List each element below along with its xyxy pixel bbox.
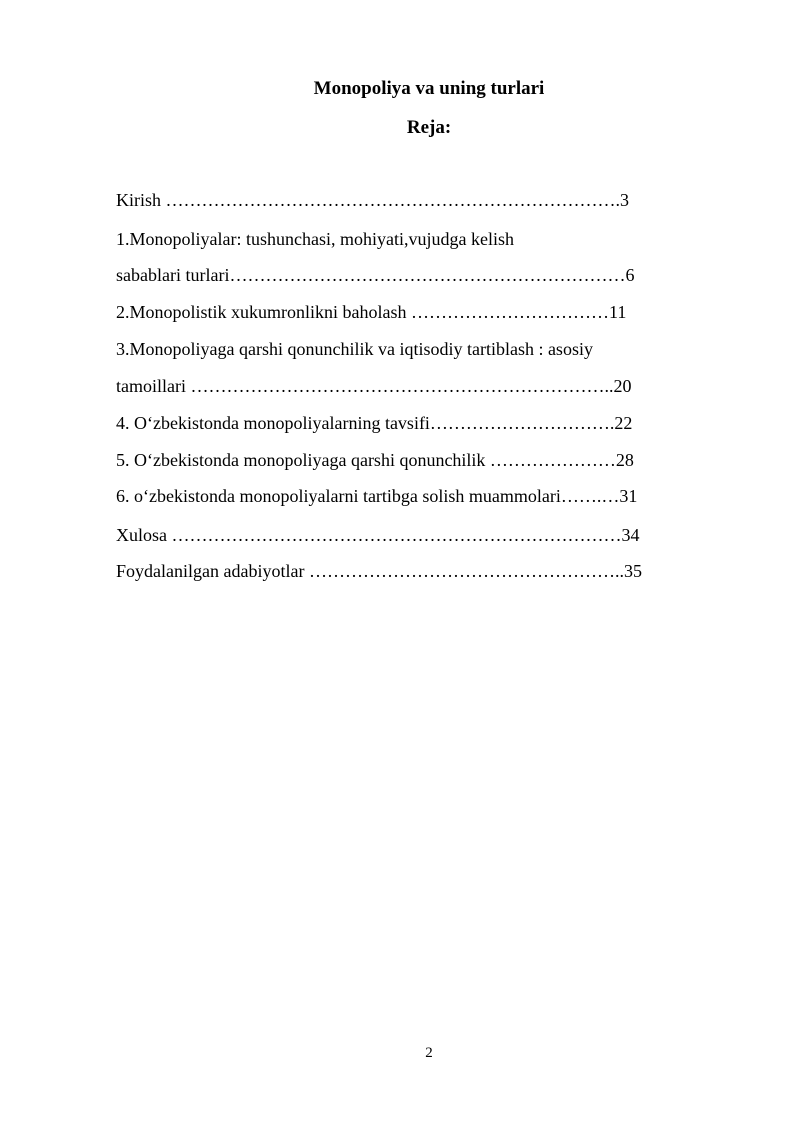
plan-heading: Reja: [406,117,452,138]
toc-line: 4. O‘zbekistonda monopoliyalarning tavsifi………………………….22 [116,413,633,433]
toc-line: sabablari turlari…………………………………………………………6 [116,265,635,285]
toc-line: 3.Monopoliyaga qarshi qonunchilik va iqtisodiy tartiblash : asosiy [116,339,593,359]
document-title: Monopoliya va uning turlari [313,78,545,99]
toc-line: 6. o‘zbekistonda monopoliyalarni tartibga solish muammolari…….…31 [116,486,638,506]
toc-line: Kirish ………………………………………………………………….3 [116,190,629,210]
toc-line: tamoillari ……………………………………………………………..20 [116,376,632,396]
toc-line: 5. O‘zbekistonda monopoliyaga qarshi qonunchilik …………………28 [116,450,634,470]
toc-line: 2.Monopolistik xukumronlikni baholash ……………………………11 [116,302,627,322]
toc-line: Foydalanilgan adabiyotlar ……………………………………………..35 [116,561,642,581]
toc-line: Xulosa …………………………………………………………………34 [116,525,640,545]
page-number: 2 [425,1045,433,1061]
toc-line: 1.Monopoliyalar: tushunchasi, mohiyati,vujudga kelish [116,229,514,249]
